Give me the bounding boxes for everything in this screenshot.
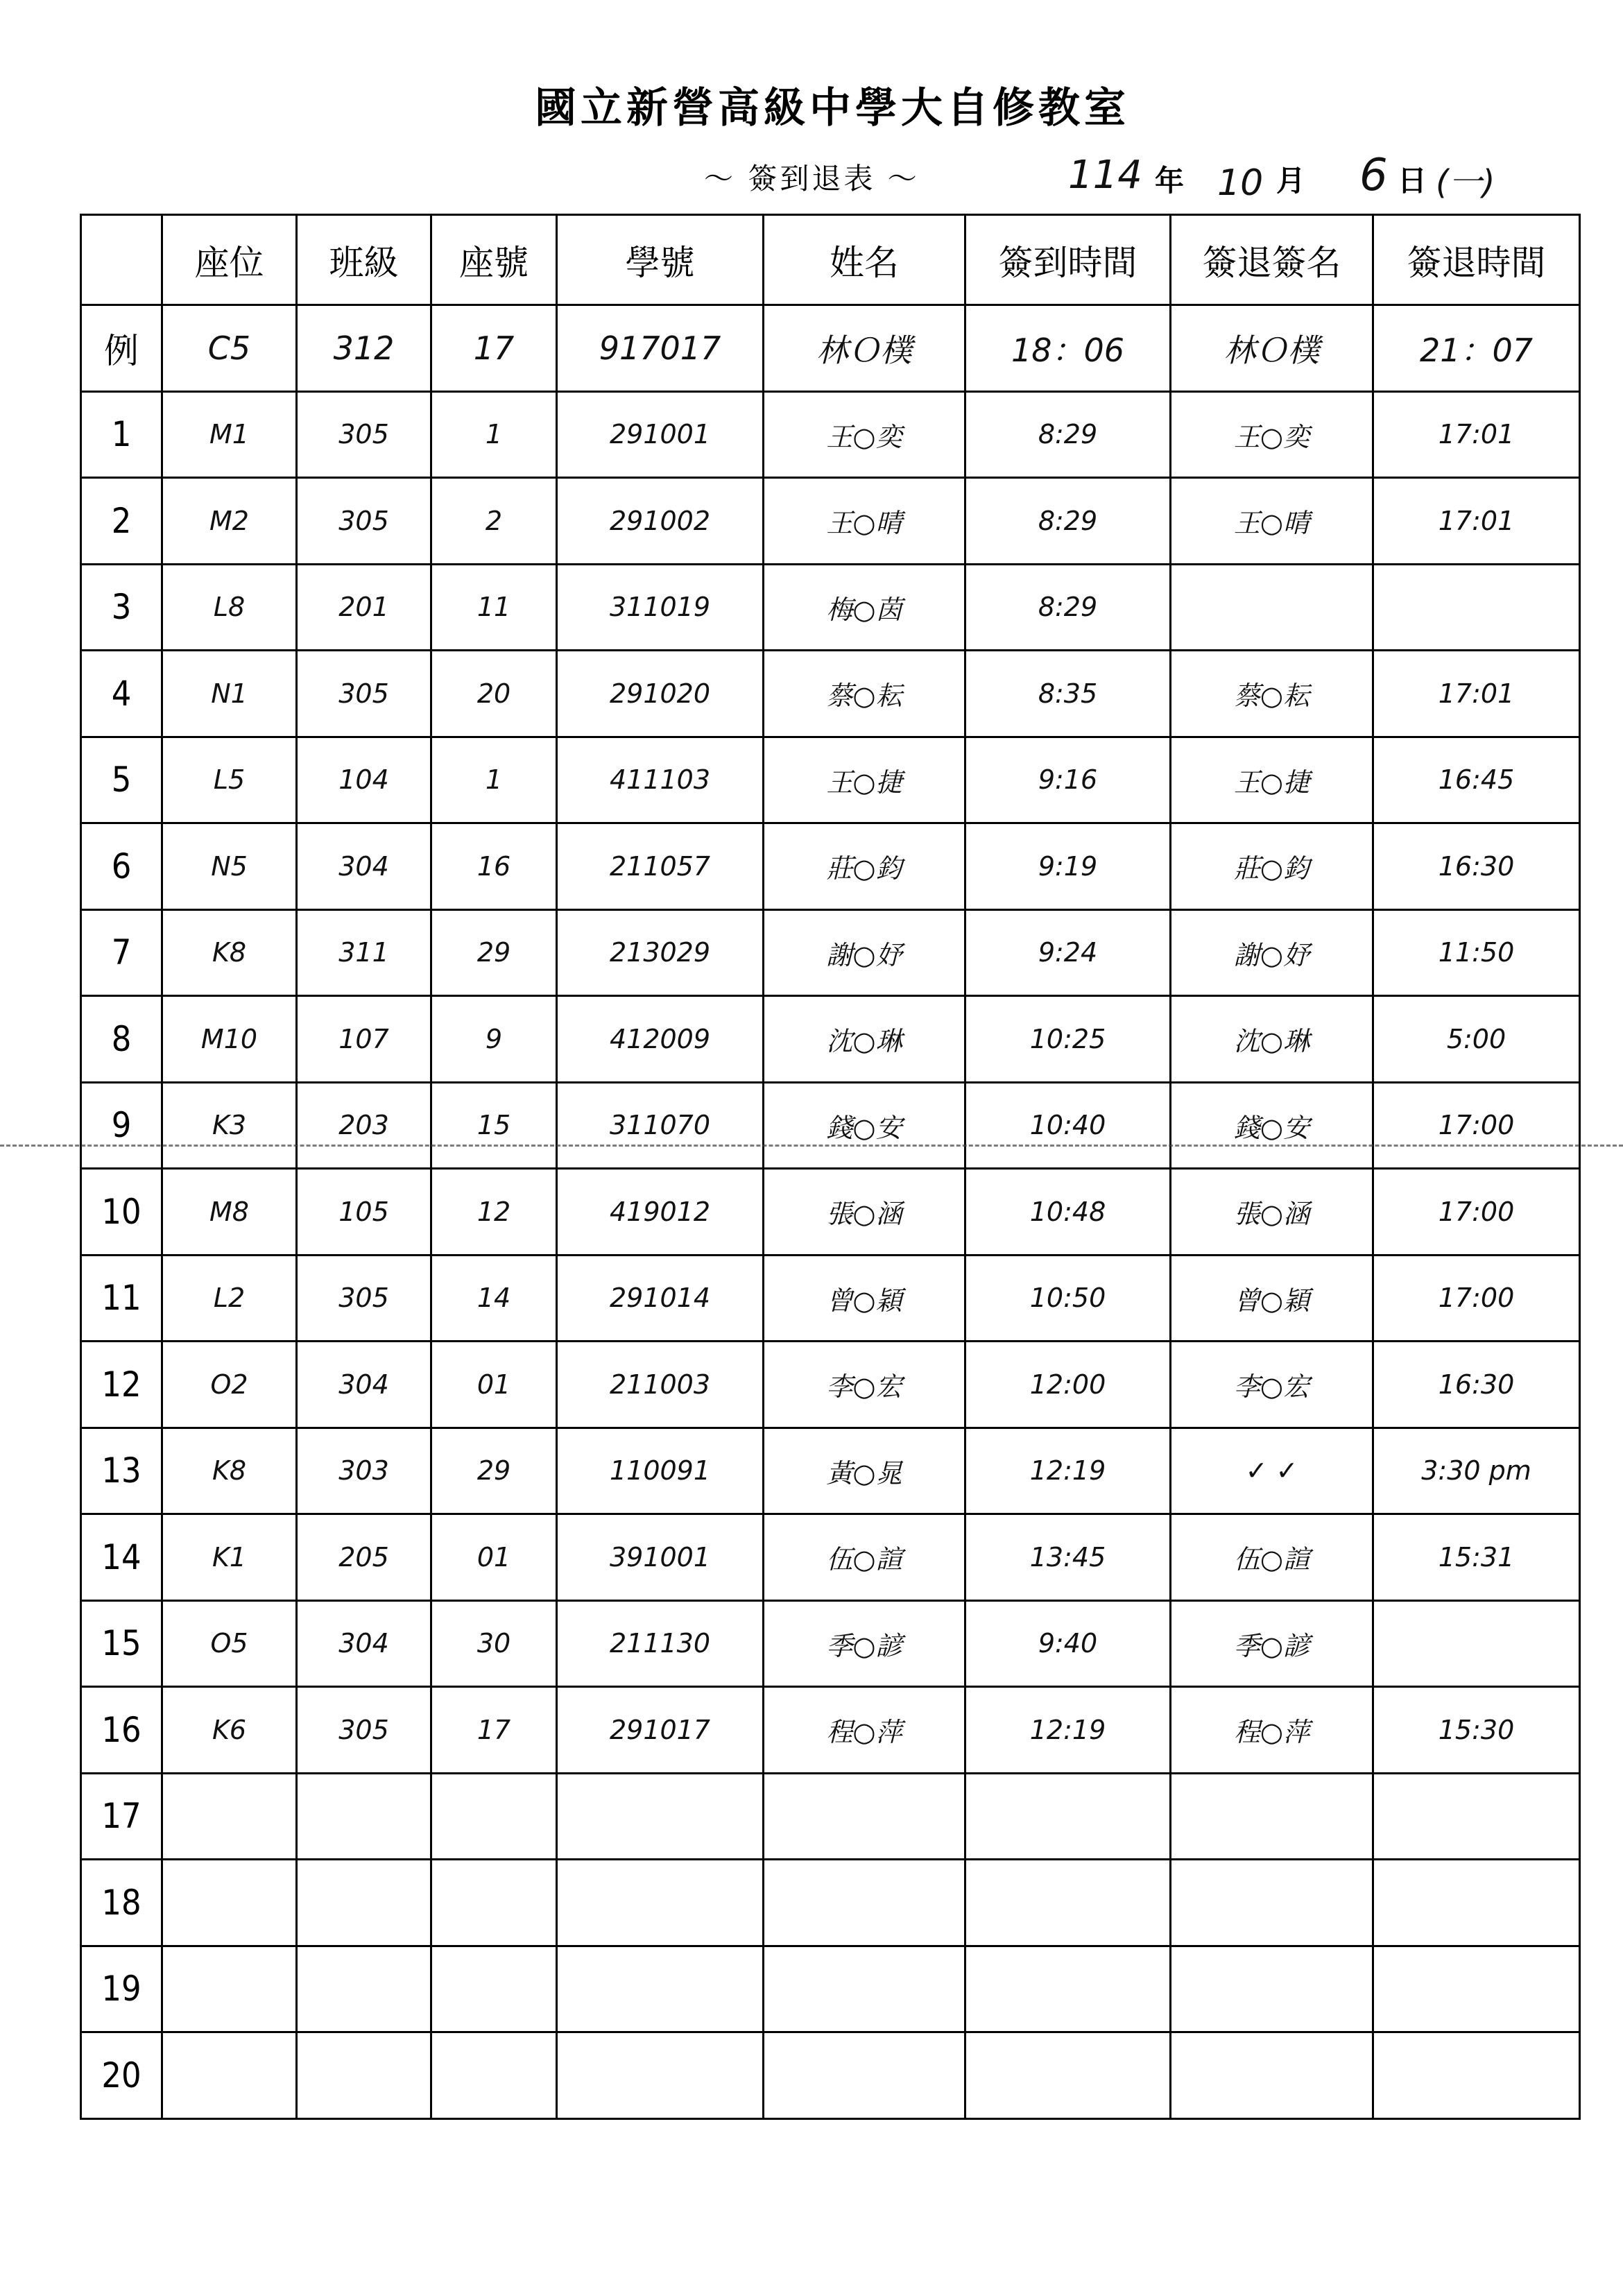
class-cell: 312	[297, 305, 431, 392]
seat-cell: L8	[162, 564, 297, 651]
page-title: 國立新營高級中學大自修教室	[535, 84, 1130, 132]
sign-out-time-cell: 11:50	[1373, 909, 1580, 996]
sign-in-time-cell: 8:29	[965, 478, 1171, 565]
sign-in-time-cell: 12:19	[965, 1687, 1171, 1774]
sign-in-time-cell	[965, 1946, 1171, 2032]
sign-out-time-cell: 17:00	[1373, 1082, 1580, 1169]
date-month-label: 月	[1276, 164, 1306, 198]
sign-out-time-cell: 15:31	[1373, 1514, 1580, 1601]
sign-in-time-cell: 10:50	[965, 1255, 1171, 1342]
seat-cell: K1	[162, 1514, 297, 1601]
seat-cell: O2	[162, 1342, 297, 1428]
sign-out-time-cell	[1373, 564, 1580, 651]
sign-out-time-cell: 21：07	[1373, 305, 1580, 392]
sign-in-time-cell: 9:16	[965, 737, 1171, 823]
sign-out-signature-cell	[1171, 564, 1373, 651]
student-id-cell: 291002	[557, 478, 764, 565]
table-row	[81, 564, 1580, 651]
table-row	[81, 1082, 1580, 1169]
seat-no-cell: 12	[431, 1169, 557, 1256]
name-cell: 梅○茵	[764, 564, 965, 651]
row-index: 19	[81, 1946, 162, 2032]
student-id-cell: 291014	[557, 1255, 764, 1342]
class-cell: 305	[297, 1687, 431, 1774]
sign-out-time-cell: 3:30 pm	[1373, 1428, 1580, 1514]
table-row	[81, 1773, 1580, 1860]
seat-cell: M8	[162, 1169, 297, 1256]
sign-out-signature-cell: 錢○安	[1171, 1082, 1373, 1169]
class-cell: 305	[297, 391, 431, 478]
name-cell: 王○奕	[764, 391, 965, 478]
sign-out-signature-cell: 曾○穎	[1171, 1255, 1373, 1342]
table-row	[81, 996, 1580, 1083]
example-row	[81, 305, 1580, 392]
sign-out-time-cell: 17:00	[1373, 1255, 1580, 1342]
fold-line	[0, 1145, 1623, 1147]
class-cell: 201	[297, 564, 431, 651]
sign-out-signature-cell: 林Ｏ樸	[1171, 305, 1373, 392]
student-id-cell: 291017	[557, 1687, 764, 1774]
class-cell	[297, 1946, 431, 2032]
sign-in-time-cell: 9:24	[965, 909, 1171, 996]
name-cell: 伍○諠	[764, 1514, 965, 1601]
sign-in-time-cell: 10:25	[965, 996, 1171, 1083]
sign-out-time-cell: 16:45	[1373, 737, 1580, 823]
sign-in-time-cell: 9:19	[965, 823, 1171, 910]
name-cell: 謝○妤	[764, 909, 965, 996]
class-cell: 203	[297, 1082, 431, 1169]
col-header-student-id: 學號	[557, 215, 764, 305]
table-row	[81, 1687, 1580, 1774]
row-index: 14	[81, 1514, 162, 1601]
class-cell	[297, 2032, 431, 2119]
sign-out-time-cell: 17:00	[1373, 1169, 1580, 1256]
seat-no-cell: 30	[431, 1600, 557, 1687]
sign-out-signature-cell	[1171, 1773, 1373, 1860]
student-id-cell: 419012	[557, 1169, 764, 1256]
seat-cell: N5	[162, 823, 297, 910]
sign-out-time-cell: 5:00	[1373, 996, 1580, 1083]
name-cell: 季○諺	[764, 1600, 965, 1687]
seat-cell	[162, 1946, 297, 2032]
student-id-cell	[557, 1946, 764, 2032]
sign-out-time-cell	[1373, 2032, 1580, 2119]
seat-cell	[162, 2032, 297, 2119]
sign-out-time-cell: 16:30	[1373, 823, 1580, 910]
sign-out-time-cell	[1373, 1860, 1580, 1946]
sign-out-signature-cell: 李○宏	[1171, 1342, 1373, 1428]
name-cell: 林Ｏ樸	[764, 305, 965, 392]
table-row	[81, 909, 1580, 996]
sign-out-signature-cell: 謝○妤	[1171, 909, 1373, 996]
table-row	[81, 1514, 1580, 1601]
sign-out-signature-cell: 伍○諠	[1171, 1514, 1373, 1601]
student-id-cell: 917017	[557, 305, 764, 392]
row-index: 17	[81, 1773, 162, 1860]
sign-out-signature-cell: 季○諺	[1171, 1600, 1373, 1687]
seat-no-cell: 1	[431, 737, 557, 823]
row-index: 20	[81, 2032, 162, 2119]
form-subtitle: ～ 簽到退表 ～	[704, 162, 920, 196]
seat-cell: M1	[162, 391, 297, 478]
table-row	[81, 1428, 1580, 1514]
sign-in-time-cell	[965, 1773, 1171, 1860]
class-cell: 105	[297, 1169, 431, 1256]
col-header-sign-out-time: 簽退時間	[1373, 215, 1580, 305]
seat-cell: C5	[162, 305, 297, 392]
row-index: 5	[81, 737, 162, 823]
seat-no-cell: 17	[431, 1687, 557, 1774]
student-id-cell: 211003	[557, 1342, 764, 1428]
name-cell: 程○萍	[764, 1687, 965, 1774]
sign-out-signature-cell: ✓ ✓	[1171, 1428, 1373, 1514]
seat-no-cell: 16	[431, 823, 557, 910]
seat-cell: K6	[162, 1687, 297, 1774]
sign-in-time-cell: 18：06	[965, 305, 1171, 392]
sign-in-time-cell: 8:35	[965, 651, 1171, 737]
sign-out-time-cell: 16:30	[1373, 1342, 1580, 1428]
name-cell: 曾○穎	[764, 1255, 965, 1342]
seat-cell: O5	[162, 1600, 297, 1687]
table-row	[81, 1600, 1580, 1687]
col-header-sign-out-signature: 簽退簽名	[1171, 215, 1373, 305]
name-cell: 王○捷	[764, 737, 965, 823]
seat-cell	[162, 1773, 297, 1860]
student-id-cell: 412009	[557, 996, 764, 1083]
student-id-cell: 110091	[557, 1428, 764, 1514]
sign-out-signature-cell	[1171, 2032, 1373, 2119]
sign-out-signature-cell	[1171, 1946, 1373, 2032]
student-id-cell	[557, 1860, 764, 1946]
table-row	[81, 2032, 1580, 2119]
class-cell	[297, 1860, 431, 1946]
sign-out-time-cell: 17:01	[1373, 651, 1580, 737]
name-cell	[764, 2032, 965, 2119]
sign-out-time-cell	[1373, 1773, 1580, 1860]
sign-out-signature-cell: 蔡○耘	[1171, 651, 1373, 737]
seat-cell: N1	[162, 651, 297, 737]
name-cell: 張○涵	[764, 1169, 965, 1256]
seat-no-cell	[431, 1773, 557, 1860]
row-index: 12	[81, 1342, 162, 1428]
sign-out-signature-cell	[1171, 1860, 1373, 1946]
col-header-index	[81, 215, 162, 305]
student-id-cell	[557, 2032, 764, 2119]
table-row	[81, 737, 1580, 823]
seat-no-cell: 15	[431, 1082, 557, 1169]
row-index: 6	[81, 823, 162, 910]
row-index: 2	[81, 478, 162, 565]
student-id-cell: 291001	[557, 391, 764, 478]
row-index: 7	[81, 909, 162, 996]
table-row	[81, 391, 1580, 478]
date-day: 6	[1359, 150, 1388, 201]
seat-no-cell	[431, 1946, 557, 2032]
sign-in-time-cell: 12:19	[965, 1428, 1171, 1514]
sign-in-time-cell: 10:40	[965, 1082, 1171, 1169]
student-id-cell: 291020	[557, 651, 764, 737]
row-index: 3	[81, 564, 162, 651]
student-id-cell	[557, 1773, 764, 1860]
class-cell: 305	[297, 651, 431, 737]
sign-out-time-cell: 15:30	[1373, 1687, 1580, 1774]
class-cell: 304	[297, 823, 431, 910]
seat-no-cell: 29	[431, 1428, 557, 1514]
student-id-cell: 391001	[557, 1514, 764, 1601]
seat-cell	[162, 1860, 297, 1946]
sign-out-signature-cell: 張○涵	[1171, 1169, 1373, 1256]
name-cell	[764, 1860, 965, 1946]
name-cell	[764, 1773, 965, 1860]
name-cell: 錢○安	[764, 1082, 965, 1169]
date-year-label: 年	[1155, 164, 1185, 198]
name-cell: 王○晴	[764, 478, 965, 565]
col-header-class: 班級	[297, 215, 431, 305]
name-cell: 李○宏	[764, 1342, 965, 1428]
sign-out-signature-cell: 莊○鈞	[1171, 823, 1373, 910]
seat-no-cell: 20	[431, 651, 557, 737]
seat-no-cell: 9	[431, 996, 557, 1083]
sign-out-time-cell	[1373, 1946, 1580, 2032]
table-row	[81, 823, 1580, 910]
name-cell: 蔡○耘	[764, 651, 965, 737]
row-index: 10	[81, 1169, 162, 1256]
row-index: 18	[81, 1860, 162, 1946]
col-header-name: 姓名	[764, 215, 965, 305]
row-index: 9	[81, 1082, 162, 1169]
header-row	[81, 215, 1580, 305]
name-cell	[764, 1946, 965, 2032]
seat-no-cell	[431, 2032, 557, 2119]
sign-in-time-cell: 8:29	[965, 391, 1171, 478]
seat-cell: K8	[162, 909, 297, 996]
name-cell: 沈○琳	[764, 996, 965, 1083]
row-index: 16	[81, 1687, 162, 1774]
date-day-label: 日	[1398, 164, 1427, 198]
sign-out-signature-cell: 王○晴	[1171, 478, 1373, 565]
seat-no-cell	[431, 1860, 557, 1946]
class-cell	[297, 1773, 431, 1860]
sign-out-time-cell: 17:01	[1373, 391, 1580, 478]
sign-out-time-cell: 17:01	[1373, 478, 1580, 565]
table-row	[81, 651, 1580, 737]
seat-no-cell: 29	[431, 909, 557, 996]
sign-in-time-cell: 9:40	[965, 1600, 1171, 1687]
row-index: 11	[81, 1255, 162, 1342]
date-year: 114	[1068, 153, 1142, 198]
class-cell: 104	[297, 737, 431, 823]
student-id-cell: 311070	[557, 1082, 764, 1169]
table-row	[81, 1169, 1580, 1256]
class-cell: 304	[297, 1342, 431, 1428]
col-header-sign-in-time: 簽到時間	[965, 215, 1171, 305]
table-row	[81, 1860, 1580, 1946]
class-cell: 303	[297, 1428, 431, 1514]
seat-no-cell: 01	[431, 1514, 557, 1601]
date-weekday: (一)	[1436, 163, 1495, 202]
seat-no-cell: 14	[431, 1255, 557, 1342]
col-header-seat: 座位	[162, 215, 297, 305]
seat-no-cell: 1	[431, 391, 557, 478]
sign-in-time-cell: 8:29	[965, 564, 1171, 651]
sign-out-signature-cell: 王○奕	[1171, 391, 1373, 478]
class-cell: 205	[297, 1514, 431, 1601]
student-id-cell: 211057	[557, 823, 764, 910]
name-cell: 莊○鈞	[764, 823, 965, 910]
date-month: 10	[1217, 162, 1264, 204]
student-id-cell: 311019	[557, 564, 764, 651]
seat-no-cell: 11	[431, 564, 557, 651]
row-index: 1	[81, 391, 162, 478]
student-id-cell: 411103	[557, 737, 764, 823]
sign-in-time-cell: 12:00	[965, 1342, 1171, 1428]
row-index: 例	[81, 305, 162, 392]
row-index: 8	[81, 996, 162, 1083]
sign-in-time-cell	[965, 1860, 1171, 1946]
col-header-seat-no: 座號	[431, 215, 557, 305]
class-cell: 305	[297, 478, 431, 565]
table-row	[81, 478, 1580, 565]
student-id-cell: 213029	[557, 909, 764, 996]
name-cell: 黃○晁	[764, 1428, 965, 1514]
student-id-cell: 211130	[557, 1600, 764, 1687]
sign-in-time-cell: 10:48	[965, 1169, 1171, 1256]
sign-in-time-cell	[965, 2032, 1171, 2119]
sign-out-signature-cell: 沈○琳	[1171, 996, 1373, 1083]
seat-cell: M10	[162, 996, 297, 1083]
sign-out-signature-cell: 王○捷	[1171, 737, 1373, 823]
sign-out-signature-cell: 程○萍	[1171, 1687, 1373, 1774]
seat-cell: K3	[162, 1082, 297, 1169]
table-row	[81, 1946, 1580, 2032]
seat-cell: L2	[162, 1255, 297, 1342]
class-cell: 107	[297, 996, 431, 1083]
seat-cell: M2	[162, 478, 297, 565]
seat-cell: K8	[162, 1428, 297, 1514]
class-cell: 311	[297, 909, 431, 996]
seat-no-cell: 2	[431, 478, 557, 565]
seat-cell: L5	[162, 737, 297, 823]
class-cell: 304	[297, 1600, 431, 1687]
row-index: 4	[81, 651, 162, 737]
table-row	[81, 1255, 1580, 1342]
table-row	[81, 1342, 1580, 1428]
sign-in-time-cell: 13:45	[965, 1514, 1171, 1601]
seat-no-cell: 17	[431, 305, 557, 392]
class-cell: 305	[297, 1255, 431, 1342]
row-index: 15	[81, 1600, 162, 1687]
row-index: 13	[81, 1428, 162, 1514]
seat-no-cell: 01	[431, 1342, 557, 1428]
sign-in-out-table	[80, 214, 1581, 2120]
sign-out-time-cell	[1373, 1600, 1580, 1687]
